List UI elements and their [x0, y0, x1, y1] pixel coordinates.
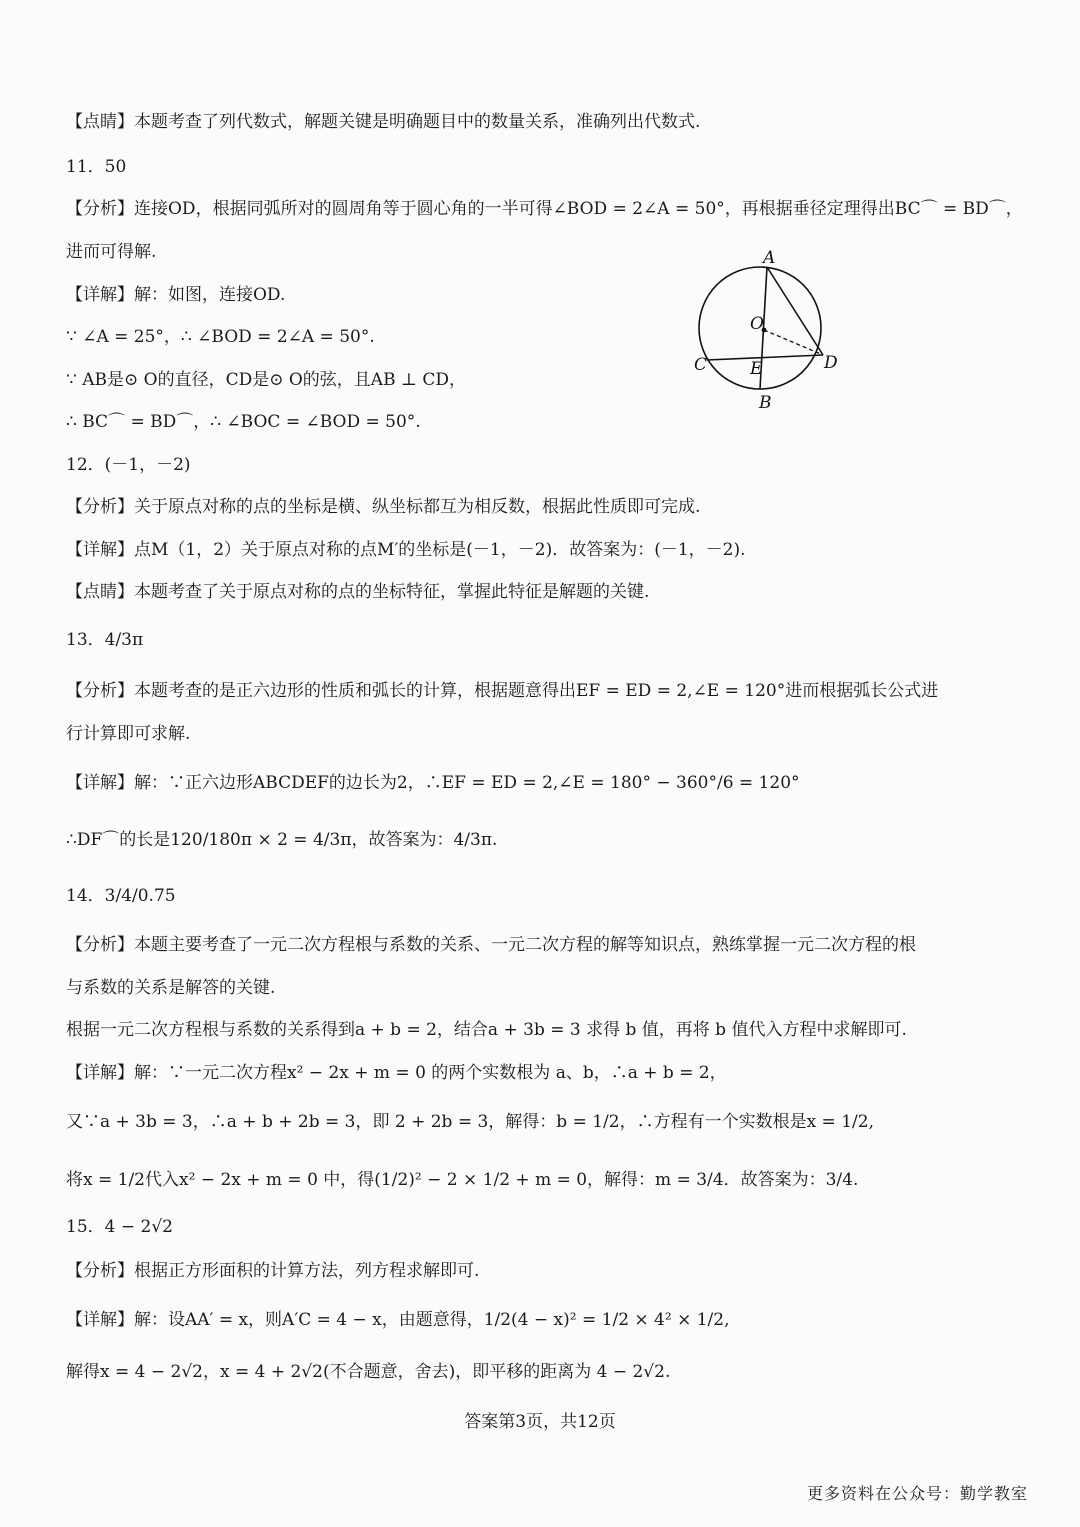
- text-line: 又∵a + 3b = 3，∴a + b + 2b = 3，即 2 + 2b = 3，解得：b = 1/2，∴方程有一个实数根是x = 1/2,: [66, 1112, 874, 1132]
- text-line: 【点睛】本题考查了关于原点对称的点的坐标特征，掌握此特征是解题的关键.: [66, 582, 650, 602]
- label-o: O: [750, 314, 764, 334]
- text-line: ∴DF⌒的长是120/180π × 2 = 4/3π，故答案为：4/3π.: [66, 830, 498, 850]
- text-line: 解得x = 4 − 2√2，x = 4 + 2√2(不合题意，舍去)，即平移的距离为 4 − 2√2.: [66, 1362, 671, 1382]
- text-line: 将x = 1/2代入x² − 2x + m = 0 中，得(1/2)² − 2 × 1/2 + m = 0，解得：m = 3/4．故答案为：3/4.: [66, 1170, 859, 1190]
- text-line: 【详解】点M（1，2）关于原点对称的点M′的坐标是(－1，－2)．故答案为：(－1，－2).: [66, 540, 746, 560]
- text-line: ∵ AB是⊙ O的直径，CD是⊙ O的弦，且AB ⊥ CD，: [66, 370, 466, 390]
- question-14-answer: 14．3/4/0.75: [66, 886, 176, 906]
- chord-ad: [767, 267, 823, 355]
- text-line: 【分析】关于原点对称的点的坐标是横、纵坐标都互为相反数，根据此性质即可完成.: [66, 497, 701, 517]
- text-line: 【分析】连接OD，根据同弧所对的圆周角等于圆心角的一半可得∠BOD = 2∠A = 50°，再根据垂径定理得出BC⌒ = BD⌒，: [66, 199, 1023, 219]
- text-line: ∵ ∠A = 25°，∴ ∠BOD = 2∠A = 50°.: [66, 327, 375, 347]
- text-line: 【点睛】本题考查了列代数式，解题关键是明确题目中的数量关系，准确列出代数式.: [66, 112, 701, 132]
- promo-text: 更多资料在公众号：勤学教室: [806, 1484, 1028, 1503]
- question-12-answer: 12．(－1，－2): [66, 455, 191, 475]
- text-line: 【详解】解：如图，连接OD.: [66, 285, 286, 305]
- text-line: 【分析】本题考查的是正六边形的性质和弧长的计算，根据题意得出EF = ED = 2,∠E = 120°进而根据弧长公式进: [66, 681, 939, 701]
- label-b: B: [759, 393, 772, 413]
- page-footer: 答案第3页，共12页: [464, 1412, 616, 1432]
- text-line: 【详解】解：设AA′ = x，则A′C = 4 − x，由题意得，1/2(4 − x)² = 1/2 × 4² × 1/2,: [66, 1310, 730, 1330]
- text-line: 行计算即可求解.: [66, 724, 191, 744]
- text-line: ∴ BC⌒ = BD⌒，∴ ∠BOC = ∠BOD = 50°.: [66, 412, 421, 432]
- chord-cd: [707, 355, 823, 360]
- question-15-answer: 15．4 − 2√2: [66, 1217, 173, 1237]
- circle-geometry-figure: [690, 248, 840, 414]
- label-d: D: [824, 353, 838, 373]
- question-13-answer: 13．4/3π: [66, 630, 144, 650]
- question-11-answer: 11．50: [66, 157, 127, 177]
- text-line: 进而可得解.: [66, 242, 157, 262]
- label-e: E: [750, 359, 763, 379]
- text-line: 【详解】解：∵一元二次方程x² − 2x + m = 0 的两个实数根为 a、b，∴a + b = 2，: [66, 1063, 727, 1083]
- text-line: 【分析】本题主要考查了一元二次方程根与系数的关系、一元二次方程的解等知识点，熟练掌握一元二次方程的根: [66, 935, 916, 955]
- text-line: 与系数的关系是解答的关键.: [66, 978, 276, 998]
- label-a: A: [763, 248, 776, 268]
- text-line: 根据一元二次方程根与系数的关系得到a + b = 2，结合a + 3b = 3 求得 b 值，再将 b 值代入方程中求解即可.: [66, 1020, 907, 1040]
- text-line: 【详解】解：∵正六边形ABCDEF的边长为2，∴EF = ED = 2,∠E = 180° − 360°/6 = 120°: [66, 773, 800, 793]
- text-line: 【分析】根据正方形面积的计算方法，列方程求解即可.: [66, 1261, 480, 1281]
- label-c: C: [694, 355, 708, 375]
